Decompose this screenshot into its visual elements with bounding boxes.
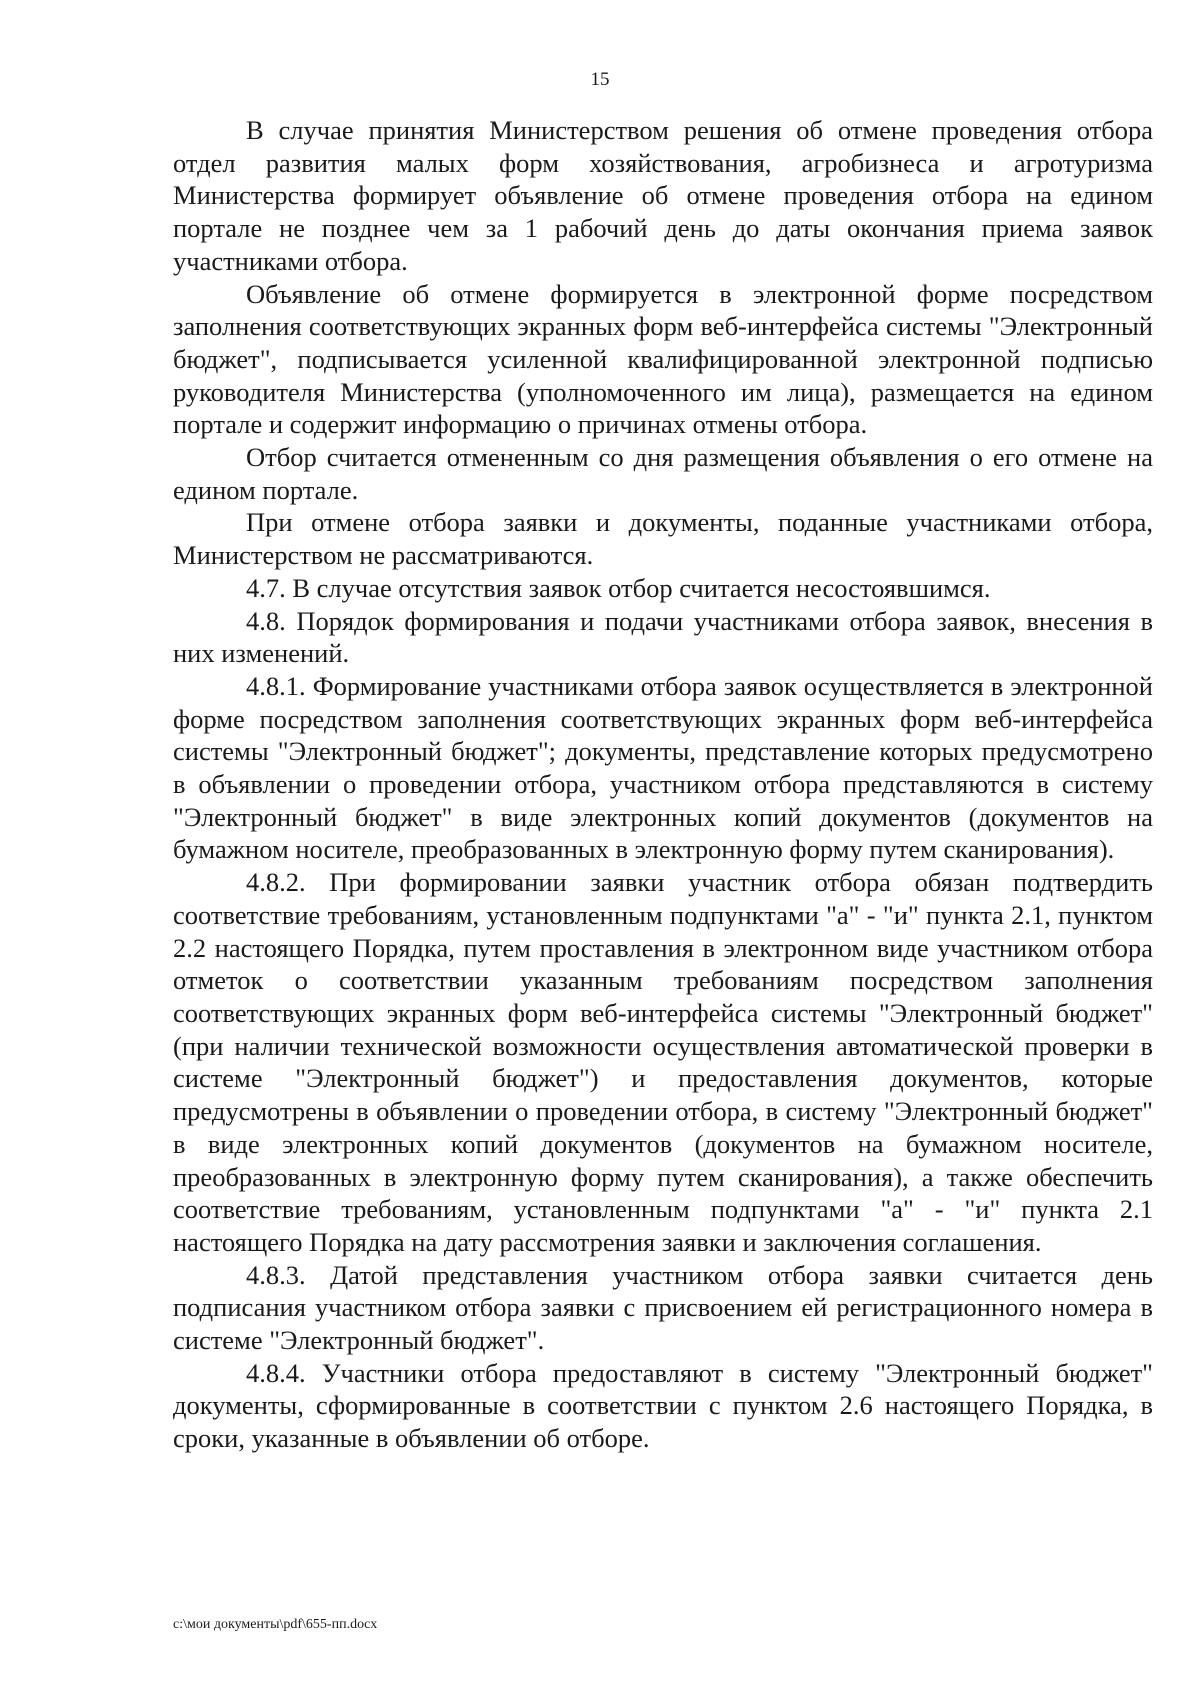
document-body <box>173 114 1153 1455</box>
paragraph-4-8-2: 4.8.2. При формировании заявки участник отбора обязан подтвердить соответствие требованиям, установленным подпунктами "а" - "и" пункта 2.1, пунктом 2.2 настоящего Порядка, путем проставления в электронном виде участником отбора отметок о соответствии указанным требованиям посредством заполнения соответствующих экранных форм веб-интерфейса системы "Электронный бюджет" (при наличии технической возможности осуществления автоматической проверки в системе "Электронный бюджет") и предоставления документов, которые предусмотрены в объявлении о проведении отбора, в систему "Электронный бюджет" в виде электронных копий документов (документов на бумажном носителе, преобразованных в электронную форму путем сканирования), а также обеспечить соответствие требованиям, установленным подпунктами "а" - "и" пункта 2.1 настоящего Порядка на дату рассмотрения заявки и заключения соглашения. <box>173 867 1153 1257</box>
page-number: 15 <box>590 69 610 90</box>
paragraph-4-8-4: 4.8.4. Участники отбора предоставляют в систему "Электронный бюджет" документы, сформированные в соответствии с пунктом 2.6 настоящего Порядка, в сроки, указанные в объявлении об отборе. <box>173 1357 1153 1454</box>
paragraph-applications-not-considered: При отмене отбора заявки и документы, поданные участниками отбора, Министерством не рассматриваются. <box>173 507 1153 571</box>
paragraph-4-7: 4.7. В случае отсутствия заявок отбор считается несостоявшимся. <box>246 572 991 603</box>
paragraph-selection-cancelled: Отбор считается отмененным со дня размещения объявления о его отмене на едином портале. <box>173 442 1153 505</box>
paragraph-4-8-3: 4.8.3. Датой представления участником отбора заявки считается день подписания участником отбора заявки с присвоением ей регистрационного номера в системе "Электронный бюджет". <box>173 1259 1153 1356</box>
paragraph-cancellation-announcement: Объявление об отмене формируется в электронной форме посредством заполнения соответствующих экранных форм веб-интерфейса системы "Электронный бюджет", подписывается усиленной квалифицированной электронной подписью руководителя Министерства (уполномоченного им лица), размещается на едином портале и содержит информацию о причинах отмены отбора. <box>173 278 1153 440</box>
paragraph-cancellation-decision: В случае принятия Министерством решения об отмене проведения отбора отдел развития малых форм хозяйствования, агробизнеса и агротуризма Министерства формирует объявление об отмене проведения отбора на едином портале не позднее чем за 1 рабочий день до даты окончания приема заявок участниками отбора. <box>173 115 1153 276</box>
paragraph-4-8: 4.8. Порядок формирования и подачи участниками отбора заявок, внесения в них изменений. <box>173 605 1153 669</box>
footer-file-path: c:\мои документы\pdf\655-пп.docx <box>173 1617 378 1632</box>
paragraph-4-8-1: 4.8.1. Формирование участниками отбора заявок осуществляется в электронной форме посредством заполнения соответствующих экранных форм веб-интерфейса системы "Электронный бюджет"; документы, представление которых предусмотрено в объявлении о проведении отбора, участником отбора представляются в систему "Электронный бюджет" в виде электронных копий документов (документов на бумажном носителе, преобразованных в электронную форму путем сканирования). <box>173 670 1153 865</box>
